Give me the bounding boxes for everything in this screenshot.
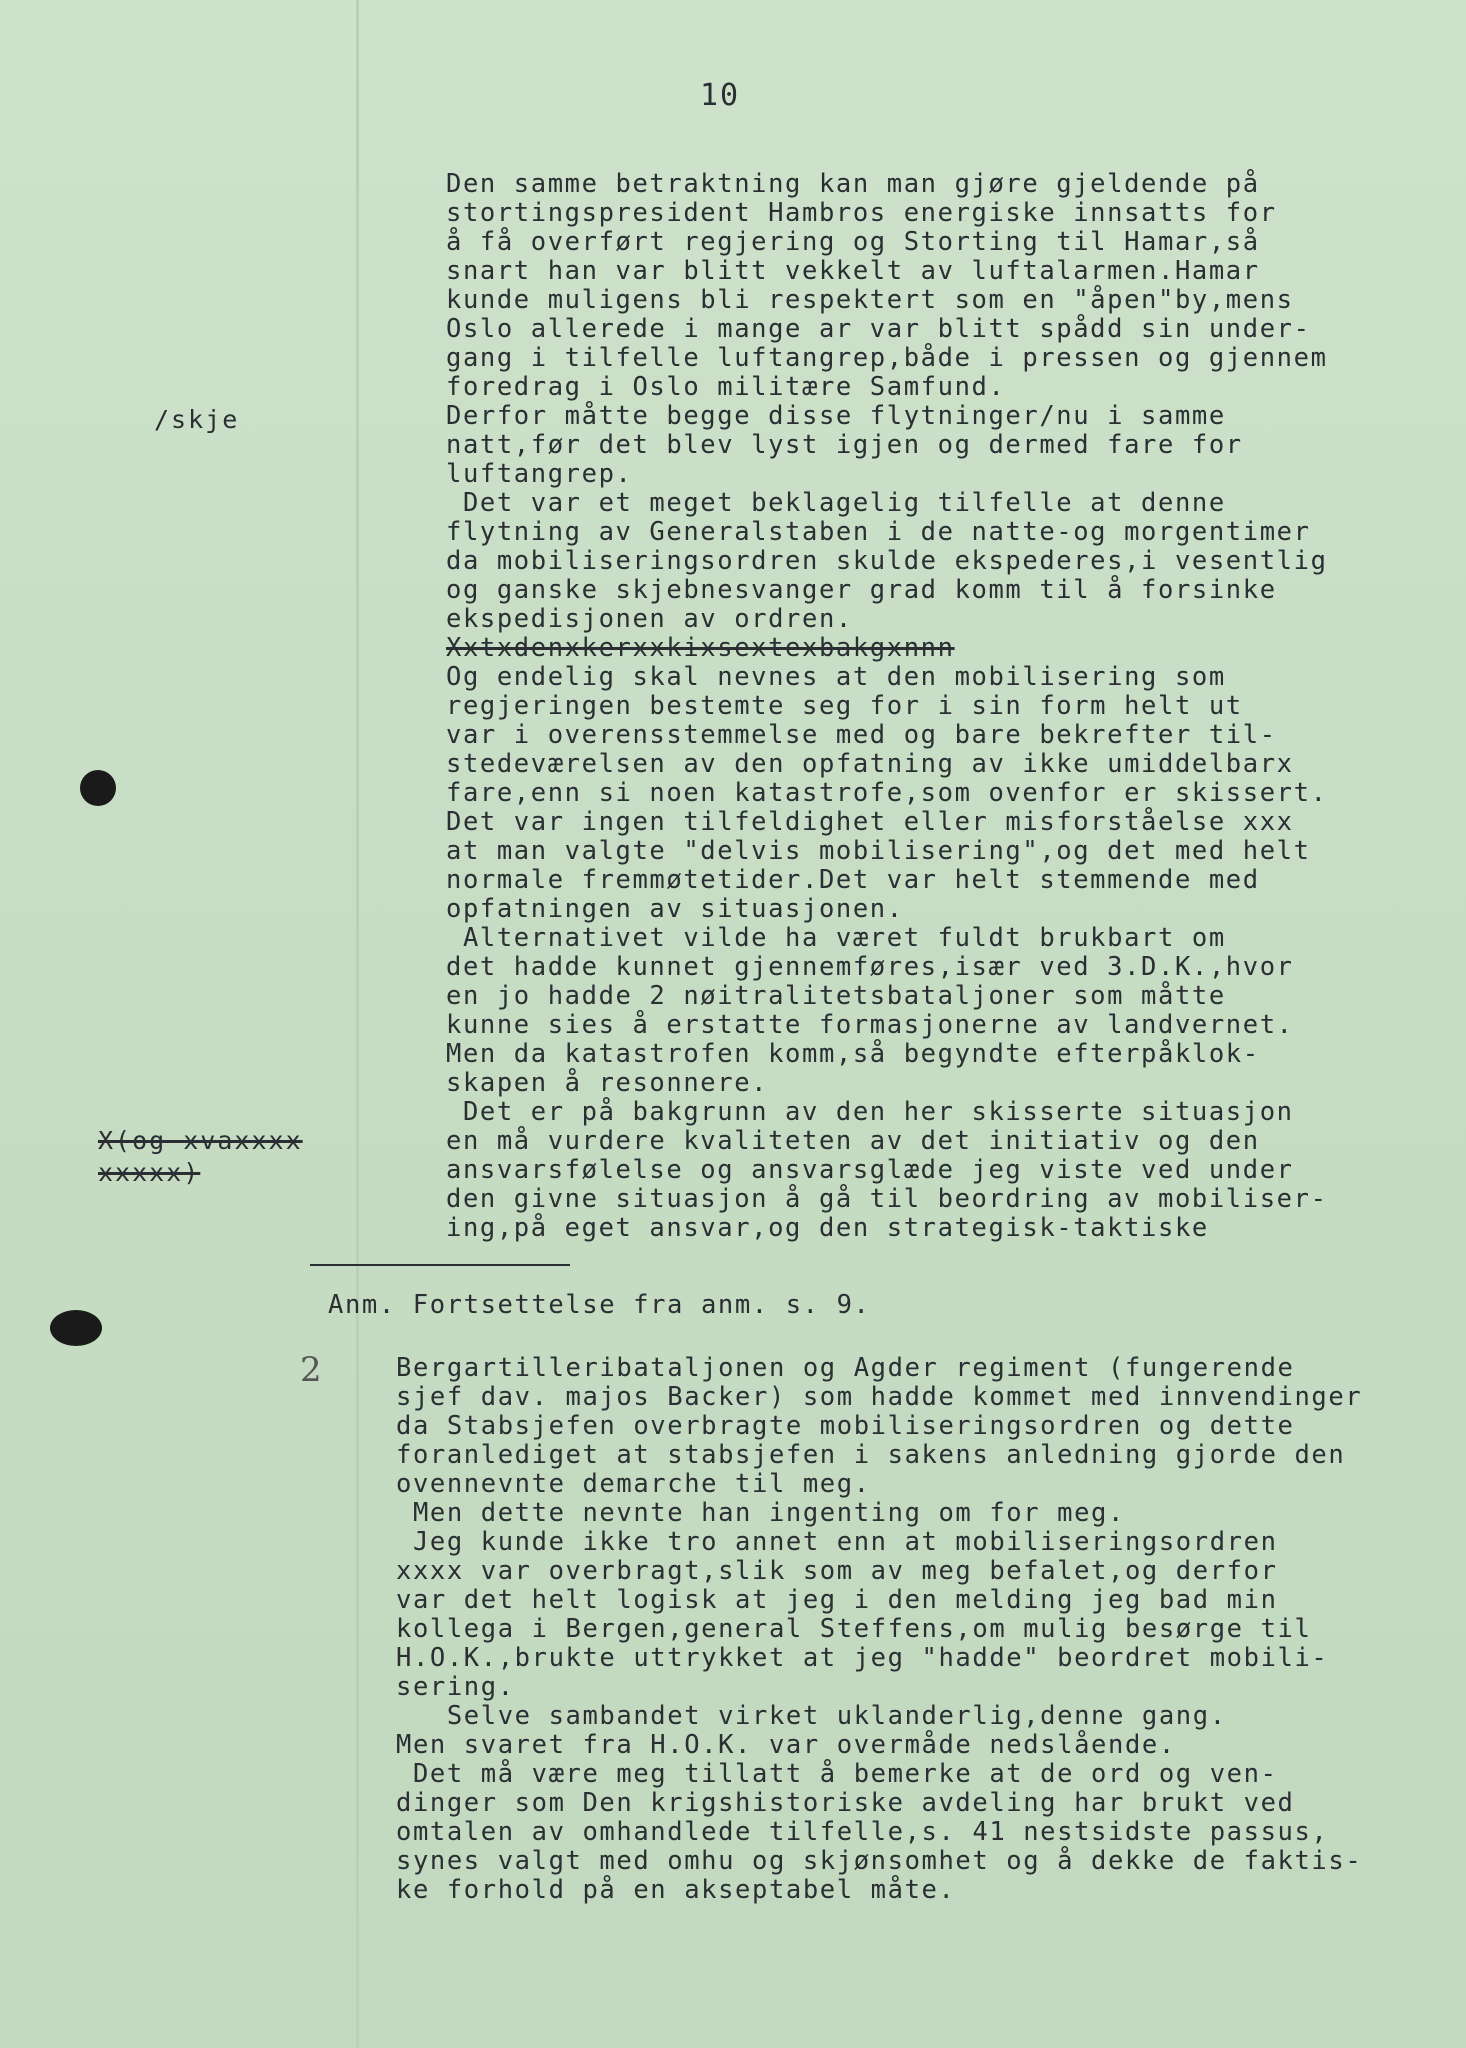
- paper-fold-line: [356, 0, 359, 2048]
- main-text-line: Men da katastrofen komm,så begyndte efterpåklok-: [446, 1039, 1260, 1069]
- footnote-text-line: xxxx var overbragt,slik som av meg befalet,og derfor: [396, 1556, 1278, 1586]
- main-text-line: opfatningen av situasjonen.: [446, 894, 904, 924]
- main-text-line: normale fremmøtetider.Det var helt stemmende med: [446, 865, 1260, 895]
- main-text-line: Og endelig skal nevnes at den mobilisering som: [446, 662, 1226, 692]
- main-text-line: at man valgte "delvis mobilisering",og det med helt: [446, 836, 1311, 866]
- main-text-line: Den samme betraktning kan man gjøre gjeldende på: [446, 169, 1260, 199]
- pencil-mark: 2: [300, 1350, 322, 1390]
- main-text-line: ansvarsfølelse og ansvarsglæde jeg viste ved under: [446, 1155, 1294, 1185]
- footnote-text-line: Jeg kunde ikke tro annet enn at mobiliseringsordren: [396, 1527, 1278, 1557]
- margin-note-struck-line-1: X(og xvaxxxx: [98, 1126, 303, 1155]
- footnote-text-line: da Stabsjefen overbragte mobiliseringsordren og dette: [396, 1411, 1295, 1441]
- main-text-line: Alternativet vilde ha været fuldt brukbart om: [446, 923, 1226, 953]
- footnote-text-line: Men svaret fra H.O.K. var overmåde nedslående.: [396, 1730, 1176, 1760]
- main-text-line: flytning av Generalstaben i de natte-og morgentimer: [446, 517, 1311, 547]
- footnote-divider: [310, 1264, 570, 1266]
- footnote-text-line: Bergartilleribataljonen og Agder regiment (fungerende: [396, 1353, 1295, 1383]
- footnote-text-block: [396, 1354, 1362, 1905]
- main-text-line: ekspedisjonen av ordren.: [446, 604, 853, 634]
- main-text-line: luftangrep.: [446, 459, 633, 489]
- main-text-line: en må vurdere kvaliteten av det initiativ og den: [446, 1126, 1260, 1156]
- footnote-text-line: kollega i Bergen,general Steffens,om mulig besørge til: [396, 1614, 1312, 1644]
- main-text-line: skapen å resonnere.: [446, 1068, 769, 1098]
- main-text-line: å få overført regjering og Storting til Hamar,så: [446, 227, 1260, 257]
- main-text-line: Xxtxdenxkerxxkixsextexbakgxnnn: [446, 633, 955, 663]
- main-text-line: foredrag i Oslo militære Samfund.: [446, 372, 1006, 402]
- main-text-line: Det var et meget beklagelig tilfelle at denne: [446, 488, 1226, 518]
- footnote-text-line: omtalen av omhandlede tilfelle,s. 41 nestsidste passus,: [396, 1817, 1329, 1847]
- margin-note-struck: [98, 1125, 303, 1189]
- main-text-line: og ganske skjebnesvanger grad komm til å forsinke: [446, 575, 1277, 605]
- main-text-line: snart han var blitt vekkelt av luftalarmen.Hamar: [446, 256, 1260, 286]
- footnote-text-line: ovennevnte demarche til meg.: [396, 1469, 871, 1499]
- punch-hole-upper: [80, 770, 116, 806]
- footnote-text-line: sjef dav. majos Backer) som hadde kommet med innvendinger: [396, 1382, 1363, 1412]
- main-text-line: var i overensstemmelse med og bare bekrefter til-: [446, 720, 1277, 750]
- footnote-text-line: H.O.K.,brukte uttrykket at jeg "hadde" beordret mobili-: [396, 1643, 1329, 1673]
- main-text-line: det hadde kunnet gjennemføres,især ved 3.D.K.,hvor: [446, 952, 1294, 982]
- footnote-text-line: foranlediget at stabsjefen i sakens anledning gjorde den: [396, 1440, 1346, 1470]
- page-number: 10: [700, 78, 741, 113]
- main-text-line: fare,enn si noen katastrofe,som ovenfor er skissert.: [446, 778, 1328, 808]
- main-text-line: kunne sies å erstatte formasjonerne av landvernet.: [446, 1010, 1294, 1040]
- footnote-text-line: Men dette nevnte han ingenting om for meg.: [396, 1498, 1125, 1528]
- main-text-block: [446, 170, 1328, 1243]
- main-text-line: Derfor måtte begge disse flytninger/nu i samme: [446, 401, 1226, 431]
- footnote-text-line: Selve sambandet virket uklanderlig,denne gang.: [396, 1701, 1227, 1731]
- main-text-line: gang i tilfelle luftangrep,både i pressen og gjennem: [446, 343, 1328, 373]
- main-text-line: en jo hadde 2 nøitralitetsbataljoner som måtte: [446, 981, 1226, 1011]
- main-text-line: stedeværelsen av den opfatning av ikke umiddelbarx: [446, 749, 1294, 779]
- main-text-line: da mobiliseringsordren skulde ekspederes,i vesentlig: [446, 546, 1328, 576]
- main-text-line: kunde muligens bli respektert som en "åpen"by,mens: [446, 285, 1294, 315]
- footnote-text-line: Det må være meg tillatt å bemerke at de ord og ven-: [396, 1759, 1278, 1789]
- main-text-line: stortingspresident Hambros energiske innsatts for: [446, 198, 1277, 228]
- main-text-line: ing,på eget ansvar,og den strategisk-taktiske: [446, 1213, 1209, 1243]
- footnote-text-line: var det helt logisk at jeg i den melding jeg bad min: [396, 1585, 1278, 1615]
- margin-note-skje: /skje: [154, 405, 240, 434]
- main-text-line: natt,før det blev lyst igjen og dermed fare for: [446, 430, 1243, 460]
- footnote-text-line: dinger som Den krigshistoriske avdeling har brukt ved: [396, 1788, 1295, 1818]
- main-text-line: Oslo allerede i mange ar var blitt spådd sin under-: [446, 314, 1311, 344]
- main-text-line: Det er på bakgrunn av den her skisserte situasjon: [446, 1097, 1294, 1127]
- main-text-line: regjeringen bestemte seg for i sin form helt ut: [446, 691, 1243, 721]
- main-text-line: Det var ingen tilfeldighet eller misforståelse xxx: [446, 807, 1294, 837]
- margin-note-struck-line-2: xxxxx): [98, 1158, 201, 1187]
- footnote-text-line: synes valgt med omhu og skjønsomhet og å dekke de faktis-: [396, 1846, 1363, 1876]
- punch-hole-lower: [50, 1310, 102, 1346]
- footnote-heading: Anm. Fortsettelse fra anm. s. 9.: [328, 1290, 871, 1320]
- footnote-text-line: sering.: [396, 1672, 515, 1702]
- footnote-text-line: ke forhold på en akseptabel måte.: [396, 1875, 956, 1905]
- main-text-line: den givne situasjon å gå til beordring av mobiliser-: [446, 1184, 1328, 1214]
